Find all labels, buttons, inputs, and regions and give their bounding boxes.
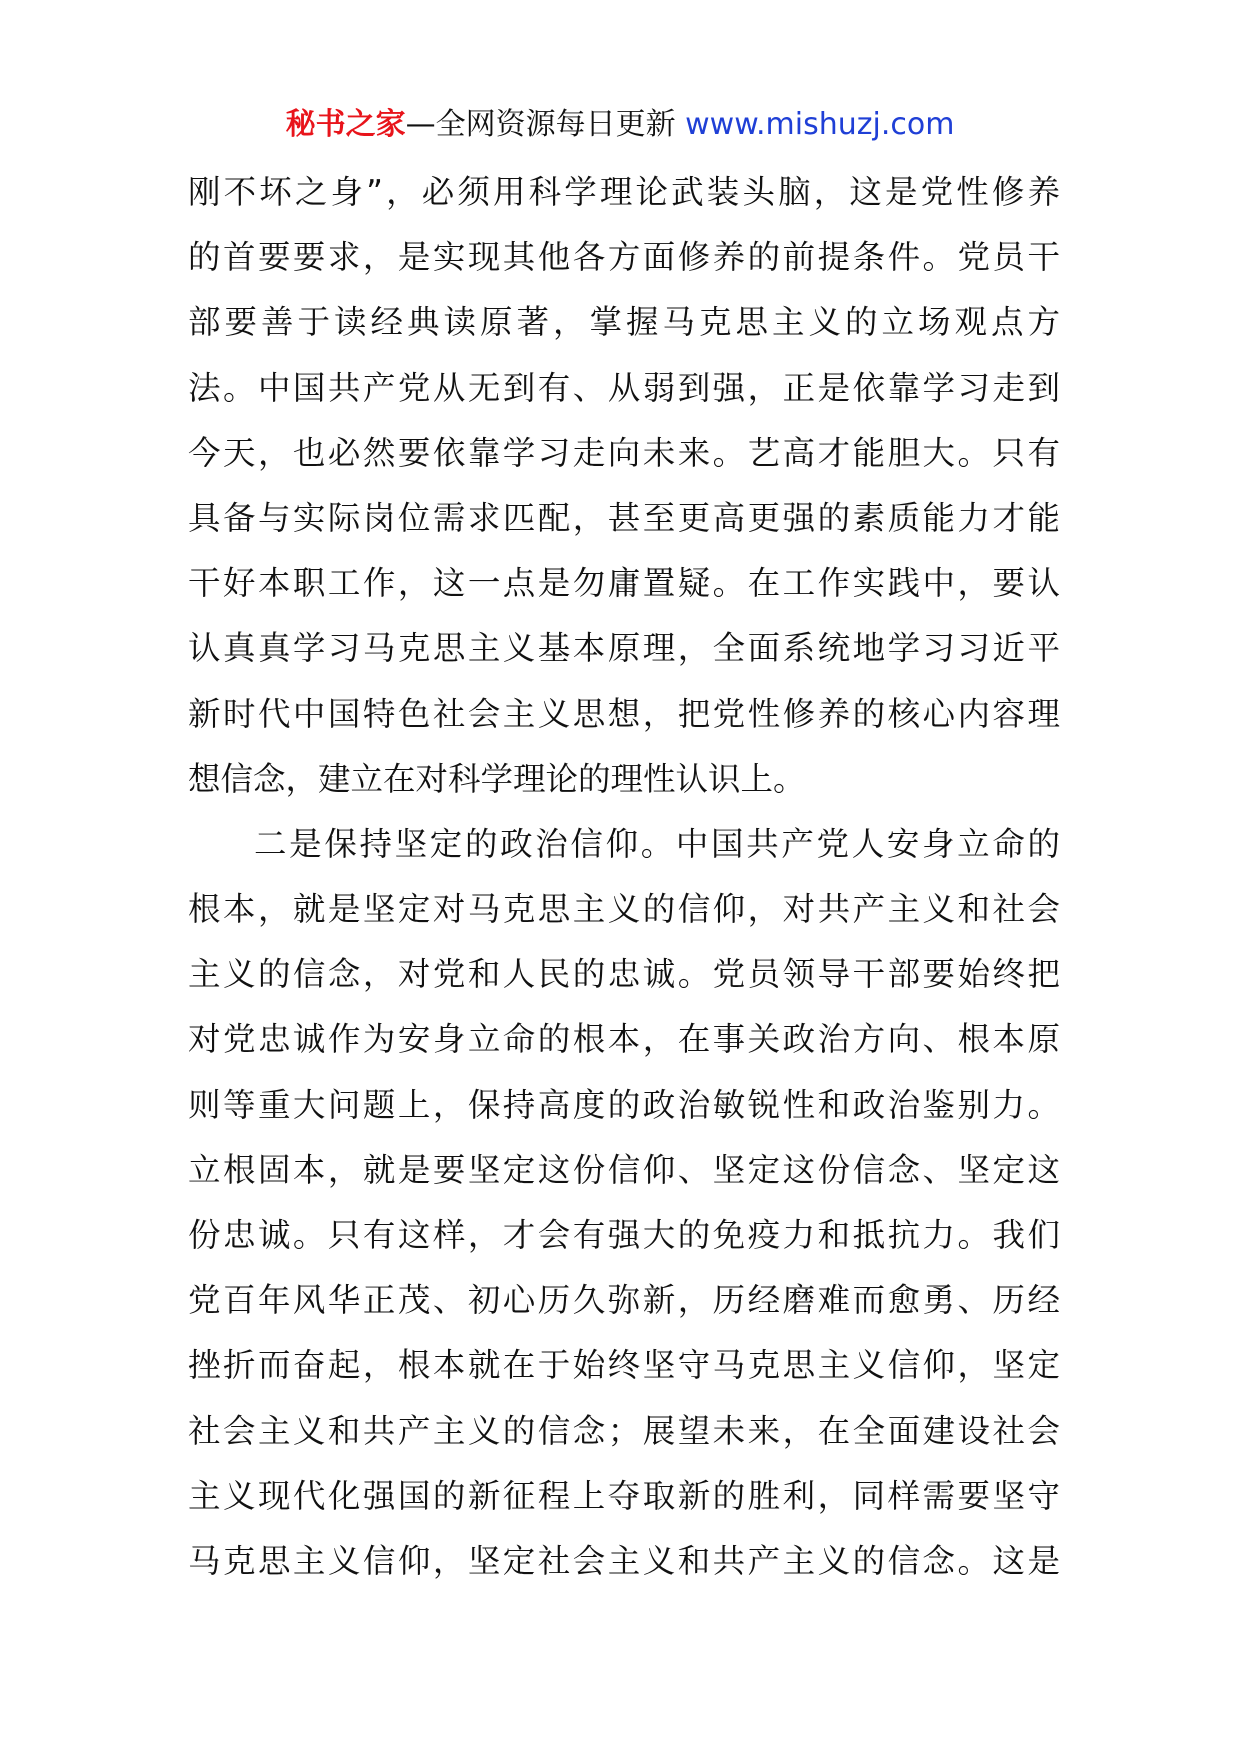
text-line: 今天，也必然要依靠学习走向未来。艺高才能胆大。只有: [188, 433, 1060, 472]
text-line: 具备与实际岗位需求匹配，甚至更高更强的素质能力才能: [188, 498, 1060, 537]
document-body: [188, 160, 1060, 1594]
site-brand: 秘书之家: [285, 107, 406, 142]
text-line: 主义现代化强国的新征程上夺取新的胜利，同样需要坚守: [188, 1476, 1060, 1515]
site-url-link[interactable]: www.mishuzj.com: [685, 107, 955, 142]
text-line: 马克思主义信仰，坚定社会主义和共产主义的信念。这是: [188, 1541, 1060, 1580]
text-line: 立根固本，就是要坚定这份信仰、坚定这份信念、坚定这: [188, 1150, 1060, 1189]
text-line: 党百年风华正茂、初心历久弥新，历经磨难而愈勇、历经: [188, 1281, 1060, 1320]
text-line: 对党忠诚作为安身立命的根本，在事关政治方向、根本原: [188, 1020, 1060, 1059]
text-line: 份忠诚。只有这样，才会有强大的免疫力和抵抗力。我们: [188, 1216, 1060, 1254]
paragraph-end-line: 想信念，建立在对科学理论的理性认识上。: [188, 759, 806, 798]
paragraph-start-line: 二是保持坚定的政治信仰。中国共产党人安身立命的: [254, 824, 1060, 863]
text-line: 认真真学习马克思主义基本原理，全面系统地学习习近平: [188, 629, 1060, 668]
text-line: 新时代中国特色社会主义思想，把党性修养的核心内容理: [188, 694, 1060, 733]
site-tagline: —全网资源每日更新: [405, 107, 676, 142]
page-header: [0, 103, 1240, 147]
text-line: 刚不坏之身”，必须用科学理论武装头脑，这是党性修养: [188, 173, 1060, 211]
text-line: 主义的信念，对党和人民的忠诚。党员领导干部要始终把: [188, 955, 1060, 994]
text-line: 干好本职工作，这一点是勿庸置疑。在工作实践中，要认: [188, 564, 1060, 603]
text-line: 挫折而奋起，根本就在于始终坚守马克思主义信仰，坚定: [188, 1346, 1060, 1385]
text-line: 的首要要求，是实现其他各方面修养的前提条件。党员干: [188, 238, 1060, 277]
text-line: 法。中国共产党从无到有、从弱到强，正是依靠学习走到: [188, 368, 1060, 407]
text-line: 根本，就是坚定对马克思主义的信仰，对共产主义和社会: [188, 890, 1060, 929]
text-line: 则等重大问题上，保持高度的政治敏锐性和政治鉴别力。: [188, 1085, 1060, 1124]
text-line: 部要善于读经典读原著，掌握马克思主义的立场观点方: [188, 303, 1060, 342]
text-line: 社会主义和共产主义的信念；展望未来，在全面建设社会: [188, 1411, 1060, 1450]
